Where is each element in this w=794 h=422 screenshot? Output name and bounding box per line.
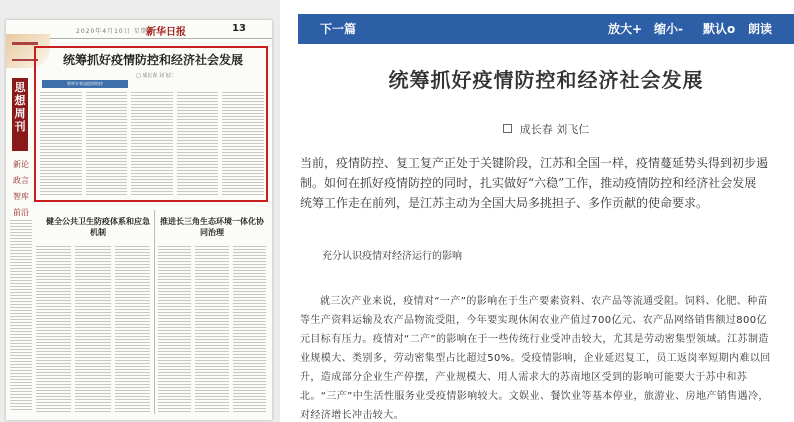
article-subheading: 充分认识疫情对经济运行的影响 bbox=[322, 251, 462, 262]
article-body-paragraph: 就三次产业来说，疫情对“一产”的影响在于生产要素资料、农产品等流通受阻。饲料、化肥、种苗等生产资料运输及农产品物流受阻，今年要实现休闲农业产值过700亿元、农产品网络销售额过800亿元目标有压力。疫情对“二产”的影响在于一些传统行业受冲击较大，尤其是劳动密集型领域。江苏制造业规模大、类别多，劳动密集型占比超过50%。受疫情影响，企业延迟复工，员工返岗率短期内难以回升，造成部分企业生产停摆，产业规模大、用人需求大的苏南地区受到的影响可能要大于苏中和苏北。“三产”中生活性服务业受疫情影响较大。文娱业、餐饮业等基本停业，旅游业、房地产销售遇冷，对经济增长冲击较大。 bbox=[300, 296, 771, 421]
text-column bbox=[222, 92, 264, 196]
side-item[interactable]: 智库 bbox=[13, 192, 29, 201]
side-item[interactable]: 前沿 bbox=[13, 208, 29, 217]
text-column bbox=[10, 220, 32, 412]
text-column bbox=[233, 246, 266, 412]
publication-name: 新华日报 bbox=[146, 27, 186, 38]
article-lead-paragraph: 当前，疫情防控、复工复产正处于关键阶段，江苏和全国一样，疫情蔓延势头得到初步遏制。如何在抓好疫情防控的同时，扎实做好“六稳”工作，推动疫情防控和经济社会发展统筹工作走在前列，是江苏主动为全国大局多挑担子、多作贡献的使命要求。 bbox=[300, 156, 769, 210]
masthead-date: 2020年4月10日 星期五 bbox=[76, 28, 155, 35]
paper-article-byline: □ 成长春 刘飞仁 bbox=[136, 73, 174, 79]
side-item[interactable]: 新论 bbox=[13, 160, 29, 169]
paper-article-headline[interactable]: 统筹抓好疫情防控和经济社会发展 bbox=[62, 53, 243, 67]
section-tag: 思想周刊 bbox=[12, 78, 28, 151]
default-size-button[interactable]: 默认o bbox=[703, 22, 736, 36]
text-column bbox=[40, 92, 82, 196]
article-byline-row bbox=[298, 121, 794, 137]
paper-text-columns-margin bbox=[10, 220, 32, 412]
text-column bbox=[131, 92, 173, 196]
column-divider bbox=[154, 210, 155, 414]
paper-article-headline-3[interactable]: 推进长三角生态环境一体化协同治理 bbox=[160, 216, 264, 237]
newspaper-page-panel bbox=[0, 0, 280, 422]
paper-text-columns-lower-right bbox=[158, 246, 266, 412]
article-byline: 成长春 刘飞仁 bbox=[519, 123, 590, 136]
text-column bbox=[36, 246, 71, 412]
zoom-in-button[interactable]: 放大+ bbox=[608, 22, 643, 36]
text-column bbox=[195, 246, 228, 412]
paper-text-columns-lower-left bbox=[36, 246, 150, 412]
paper-article-headline-2[interactable]: 健全公共卫生防疫体系和应急机制 bbox=[46, 216, 150, 237]
byline-box-icon bbox=[503, 124, 512, 133]
page-number: 13 bbox=[232, 23, 246, 34]
text-column bbox=[158, 246, 191, 412]
article-title: 统筹抓好疫情防控和经济社会发展 bbox=[388, 68, 704, 92]
zoom-out-button[interactable]: 缩小- bbox=[654, 22, 683, 36]
next-article-button[interactable]: 下一篇 bbox=[320, 22, 357, 36]
text-column bbox=[86, 92, 128, 196]
side-item[interactable]: 政言 bbox=[13, 176, 29, 185]
read-aloud-button[interactable]: 朗读 bbox=[748, 22, 773, 36]
paper-article-text-columns bbox=[40, 92, 264, 196]
paper-article-subtitle: 智库专家谈疫情防控 bbox=[42, 80, 128, 88]
section-side-index bbox=[12, 160, 30, 224]
text-column bbox=[75, 246, 110, 412]
text-column bbox=[177, 92, 219, 196]
reader-toolbar bbox=[298, 14, 794, 44]
newspaper-page-thumbnail[interactable] bbox=[6, 20, 272, 420]
text-column bbox=[115, 246, 150, 412]
